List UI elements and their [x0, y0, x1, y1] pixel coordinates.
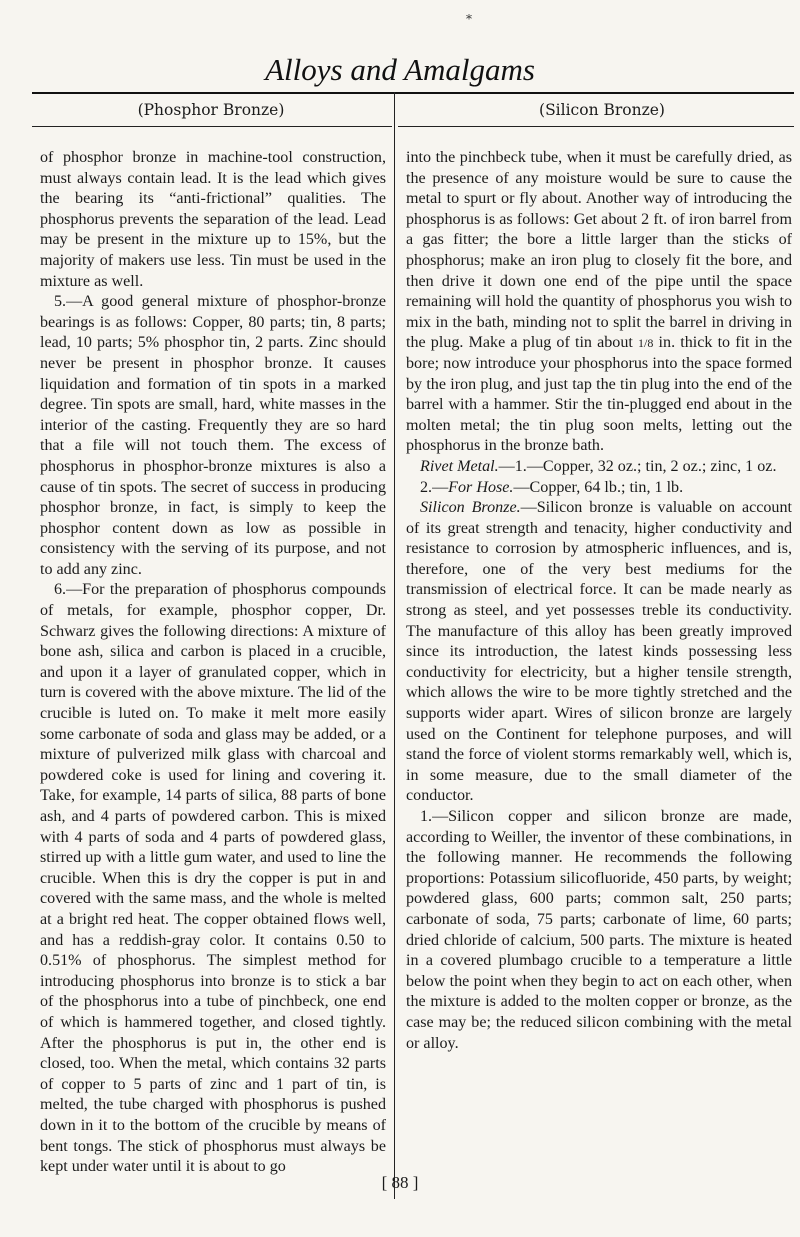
right-paragraph-1-text-a: into the pinchbeck tube, when it must be carefully dried, as the presence of any moisture would be sure to cause the metal to spurt or fly about. Another way of introducing the phosphorus is as follows: Get about 2 ft. of iron barrel from a gas fitter; the bore a little larger than the sticks of phosphorus; make an iron plug to closely fit the bore, and then drive it down one end of the pipe until the space remaining will hold the quantity of phosphorus you wish to mix in the bath, minding not to split the barrel in driving in the plug. Make a plug of tin about: [406, 149, 792, 352]
right-paragraph-1-text-b: in. thick to fit in the bore; now introduce your phosphorus into the space formed by the iron plug, and just tap the tin plug into the end of the barrel with a hammer. Stir the tin-plugged end about in the molten metal; the tin plug soon melts, letting out the phosphorus in the bronze bath.: [406, 334, 793, 455]
left-column: [40, 148, 386, 1178]
for-hose-number: 2.—: [420, 478, 449, 496]
column-divider: [394, 92, 395, 1199]
left-paragraph-2: 5.—A good general mixture of phosphor-bronze bearings is as follows: Copper, 80 parts; tin, 8 parts; lead, 10 parts; 5% phosphor tin, 2 parts. Zinc should never be present in phosphor bronze. It causes liquidation and formation of tin spots in a marked degree. Tin spots are small, hard, white masses in the interior of the casting. Frequently they are so hard that a file will not touch them. The excess of phosphorus in phosphor-bronze mixtures is also a cause of tin spots. The secret of success in producing phosphor bronze, in fact, is simply to keep the phosphor content down as low as possible in consistency with the serving of its purpose, and not to add any zinc.: [40, 293, 386, 578]
right-paragraph-last: 1.—Silicon copper and silicon bronze are made, according to Weiller, the inventor of these combinations, in the following manner. He recommends the following proportions: Potassium silicofluoride, 450 parts, by weight; powdered glass, 600 parts; common salt, 250 parts; carbonate of soda, 75 parts; carbonate of lime, 60 parts; dried chloride of calcium, 500 parts. The mixture is heated in a covered plumbago crucible to a temperature a little below the point when they begin to act on each other, when the mixture is added to the molten copper or bronze, as the case may be; the reduced silicon combining with the metal or alloy.: [406, 808, 792, 1052]
left-paragraph-1: of phosphor bronze in machine-tool construction, must always contain lead. It is the lead which gives the bearing its “anti-frictional” qualities. The phosphorus prevents the separation of the lead. Lead may be present in the mixture up to 15%, but the majority of makers use less. Tin must be used in the mixture as well.: [40, 149, 386, 290]
for-hose-paragraph: [406, 478, 792, 499]
silicon-bronze-paragraph: [406, 498, 792, 807]
left-heading-rule: [32, 126, 392, 127]
for-hose-text: —Copper, 64 lb.; tin, 1 lb.: [513, 478, 684, 496]
rivet-metal-label: Rivet Metal.: [420, 457, 499, 475]
running-head-title: Alloys and Amalgams: [265, 52, 535, 87]
silicon-bronze-text: —Silicon bronze is valuable on account of its great strength and tenacity, higher conductivity and resistance to corrosion by atmospheric influences, and is, therefore, one of the very best mediums for the transmission of electrical force. It can be made nearly as strong as steel, and yet possesses treble its conductivity. The manufacture of this alloy has been greatly improved since its introduction, the latest kinds possessing less conductivity for electricity, but a higher tensile strength, which allows the wire to be more tightly stretched and the supports wider apart. Wires of silicon bronze are largely used on the Continent for telephone purposes, and will stand the force of violent storms remarkably well, which is, in some measure, due to the small diameter of the conductor.: [406, 499, 792, 805]
stray-mark: *: [466, 12, 472, 26]
right-column: [406, 148, 792, 1054]
right-paragraph-1: [406, 148, 792, 457]
right-heading-rule: [398, 126, 794, 127]
rivet-metal-paragraph: [406, 457, 792, 478]
left-section-heading: (Phosphor Bronze): [137, 101, 285, 119]
header-rule: [32, 92, 794, 94]
for-hose-label: For Hose.: [448, 478, 514, 496]
page-number: [ 88 ]: [381, 1173, 419, 1192]
fraction-one-eighth: 1/8: [638, 336, 654, 351]
silicon-bronze-label: Silicon Bronze.: [420, 499, 521, 517]
left-paragraph-3: 6.—For the preparation of phosphorus compounds of metals, for example, phosphor copper, Dr. Schwarz gives the following directions: A mixture of bone ash, silica and carbon is placed in a crucible, and upon it a layer of granulated copper, which in turn is covered with the above mixture. The lid of the crucible is luted on. To make it melt more easily some carbonate of soda and glass may be added, or a mixture of pulverized milk glass with charcoal and powdered coke is used for lining and covering it. Take, for example, 14 parts of silica, 88 parts of bone ash, and 4 parts of powdered carbon. This is mixed with 4 parts of soda and 4 parts of powdered glass, stirred up with a little gum water, and used to line the crucible. When this is dry the copper is put in and covered with the same mass, and the whole is melted at a bright red heat. The copper obtained flows well, and has a reddish-gray color. It contains 0.50 to 0.51% of phosphorus. The simplest method for introducing phosphorus into bronze is to stick a bar of the phosphorus into a tube of pinchbeck, one end of which is hammered together, and closed tightly. After the phosphorus is put in, the other end is closed, too. When the metal, which contains 32 parts of copper to 5 parts of zinc and 1 part of tin, is melted, the tube charged with phosphorus is pushed down in it to the bottom of the crucible by means of bent tongs. The stick of phosphorus must always be kept under water until it is about to go: [40, 581, 386, 1176]
rivet-metal-text: —1.—Copper, 32 oz.; tin, 2 oz.; zinc, 1 oz.: [498, 457, 777, 475]
right-section-heading: (Silicon Bronze): [539, 101, 665, 119]
